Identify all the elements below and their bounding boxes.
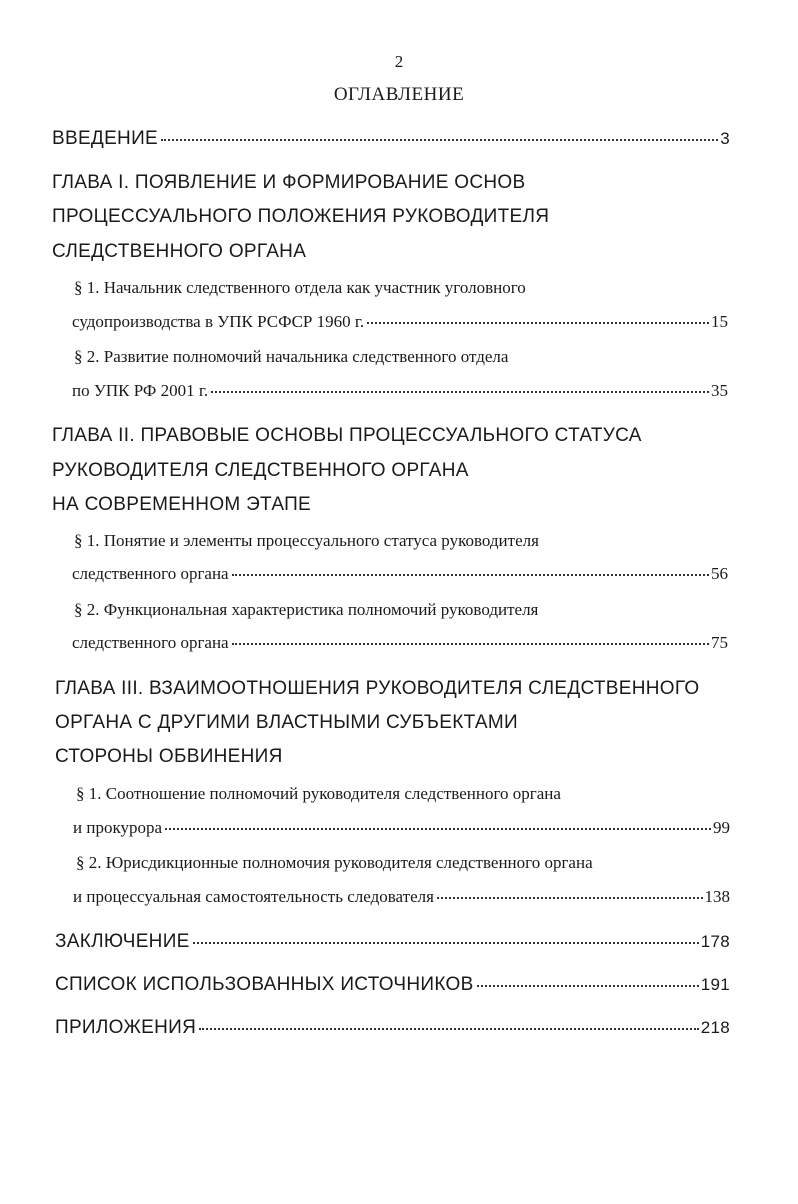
section-2-2-line-1: § 2. Функциональная характеристика полномочий руководителя bbox=[74, 600, 539, 619]
toc-page-number: 35 bbox=[711, 381, 728, 400]
dot-leader bbox=[199, 1028, 699, 1030]
dot-leader bbox=[165, 828, 711, 830]
chapter-2-title-line-1: ГЛАВА II. ПРАВОВЫЕ ОСНОВЫ ПРОЦЕССУАЛЬНОГО СТАТУСА bbox=[52, 425, 642, 446]
toc-entry-label: по УПК РФ 2001 г. bbox=[72, 381, 209, 400]
section-1-2-line-1: § 2. Развитие полномочий начальника следственного отдела bbox=[74, 347, 509, 366]
toc-page-number: 56 bbox=[711, 564, 728, 583]
toc-entry-label: ЗАКЛЮЧЕНИЕ bbox=[55, 931, 190, 952]
toc-entry-conclusion bbox=[55, 931, 730, 953]
page-number: 2 bbox=[394, 52, 404, 71]
chapter-3-title-line-2: ОРГАНА С ДРУГИМИ ВЛАСТНЫМИ СУБЪЕКТАМИ bbox=[55, 712, 518, 733]
toc-page-number: 99 bbox=[713, 818, 730, 837]
dot-leader bbox=[232, 574, 709, 576]
toc-entry-label: судопроизводства в УПК РСФСР 1960 г. bbox=[72, 312, 365, 331]
chapter-2-title-line-2: РУКОВОДИТЕЛЯ СЛЕДСТВЕННОГО ОРГАНА bbox=[52, 460, 469, 481]
chapter-1-title-line-1: ГЛАВА I. ПОЯВЛЕНИЕ И ФОРМИРОВАНИЕ ОСНОВ bbox=[52, 172, 526, 193]
dot-leader bbox=[193, 942, 699, 944]
toc-entry-label: и процессуальная самостоятельность следователя bbox=[73, 887, 434, 906]
toc-entry-label: следственного органа bbox=[72, 564, 229, 583]
toc-entry-section-2-1 bbox=[72, 564, 728, 584]
toc-entry-label: и прокурора bbox=[73, 818, 163, 837]
chapter-1-title-line-2: ПРОЦЕССУАЛЬНОГО ПОЛОЖЕНИЯ РУКОВОДИТЕЛЯ bbox=[52, 206, 550, 227]
toc-entry-appendix bbox=[55, 1017, 730, 1039]
chapter-3-title-line-1: ГЛАВА III. ВЗАИМООТНОШЕНИЯ РУКОВОДИТЕЛЯ СЛЕДСТВЕННОГО bbox=[55, 678, 700, 699]
dot-leader bbox=[437, 897, 703, 899]
toc-entry-label: следственного органа bbox=[72, 633, 229, 652]
toc-page-number: 191 bbox=[700, 975, 730, 994]
dot-leader bbox=[211, 391, 709, 393]
toc-page-number: 15 bbox=[711, 312, 728, 331]
toc-entry-label: СПИСОК ИСПОЛЬЗОВАННЫХ ИСТОЧНИКОВ bbox=[55, 974, 474, 995]
toc-page-number: 3 bbox=[720, 129, 730, 148]
toc-entry-section-3-1 bbox=[73, 818, 730, 838]
section-3-2-line-1: § 2. Юрисдикционные полномочия руководителя следственного органа bbox=[76, 853, 593, 872]
toc-entry-label: ПРИЛОЖЕНИЯ bbox=[55, 1017, 197, 1038]
section-1-1-line-1: § 1. Начальник следственного отдела как участник уголовного bbox=[74, 278, 526, 297]
dot-leader bbox=[477, 985, 699, 987]
chapter-1-title-line-3: СЛЕДСТВЕННОГО ОРГАНА bbox=[52, 241, 307, 262]
dot-leader bbox=[161, 139, 718, 141]
toc-page-number: 75 bbox=[711, 633, 728, 652]
toc-title: ОГЛАВЛЕНИЕ bbox=[333, 84, 465, 105]
toc-entry-sources bbox=[55, 974, 730, 996]
chapter-2-title-line-3: НА СОВРЕМЕННОМ ЭТАПЕ bbox=[52, 494, 312, 515]
toc-page-number: 218 bbox=[700, 1018, 730, 1037]
toc-page-number: 138 bbox=[704, 887, 730, 906]
toc-entry-section-2-2 bbox=[72, 633, 728, 653]
section-3-1-line-1: § 1. Соотношение полномочий руководителя следственного органа bbox=[76, 784, 561, 803]
toc-entry-section-3-2 bbox=[73, 887, 730, 907]
toc-entry-intro bbox=[52, 128, 730, 150]
dot-leader bbox=[232, 643, 709, 645]
chapter-3-title-line-3: СТОРОНЫ ОБВИНЕНИЯ bbox=[55, 746, 283, 767]
toc-page-number: 178 bbox=[700, 932, 730, 951]
toc-entry-section-1-2 bbox=[72, 381, 728, 401]
dot-leader bbox=[367, 322, 709, 324]
section-2-1-line-1: § 1. Понятие и элементы процессуального статуса руководителя bbox=[74, 531, 539, 550]
toc-entry-section-1-1 bbox=[72, 312, 728, 332]
toc-entry-label: ВВЕДЕНИЕ bbox=[52, 128, 159, 149]
